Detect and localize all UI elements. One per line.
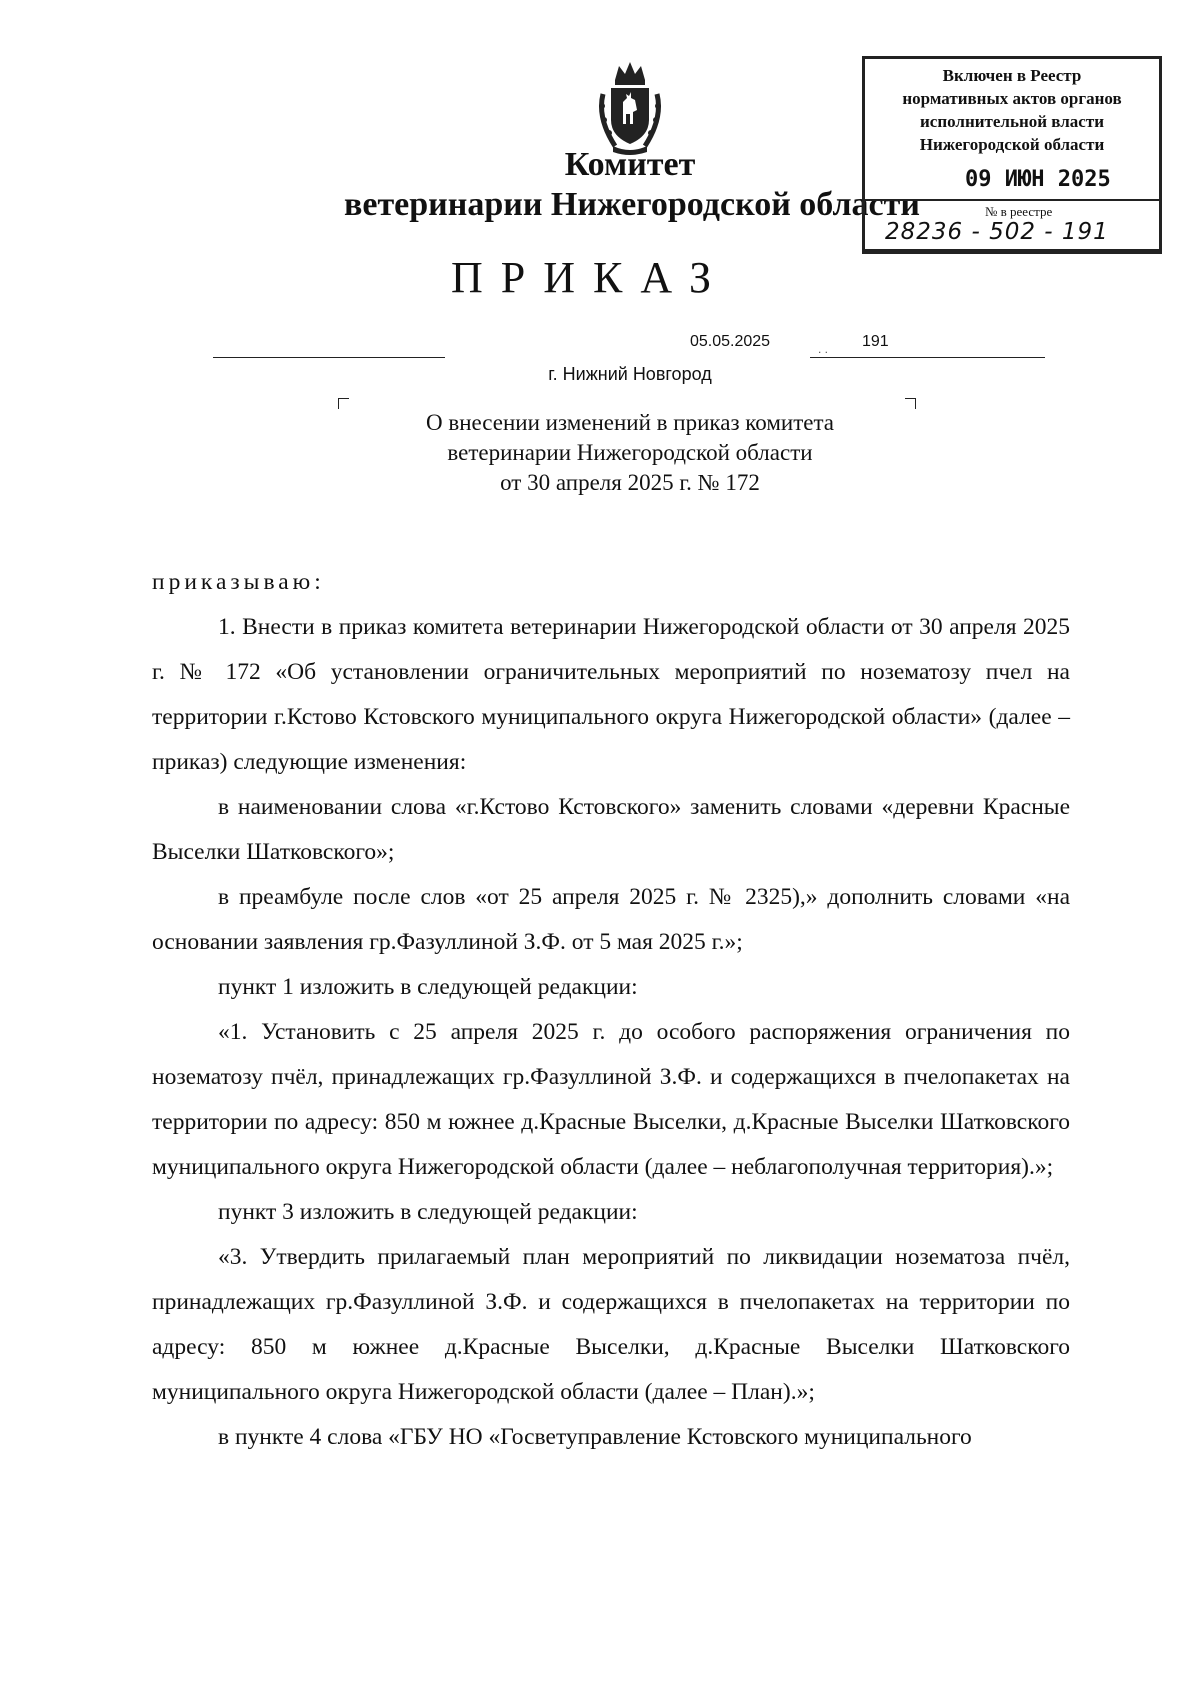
paragraph-6: пункт 3 изложить в следующей редакции: <box>218 1199 638 1225</box>
document-subject <box>330 408 930 498</box>
organization-name-line1: Комитет <box>564 146 696 183</box>
city-name: г. Нижний Новгород <box>548 364 712 384</box>
paragraph-2: в наименовании слова «г.Кстово Кстовского» заменить словами «деревни Красные Выселки Шатковского»; <box>152 794 1070 865</box>
paragraph-5: «1. Установить с 25 апреля 2025 г. до особого распоряжения ограничения по нозематозу пчёл, принадлежащих гр.Фазуллиной З.Ф. и содержащихся в пчелопакетах на территории по адресу: 850 м южнее д.Красные Выселки, д.Красные Выселки Шатковского муниципального округа Нижегородской области (далее – неблагополучная территория).»; <box>152 1019 1070 1180</box>
document-date: 05.05.2025 <box>690 333 771 350</box>
organization-name-line2: ветеринарии Нижегородской области <box>344 186 920 223</box>
stamp-line2: нормативных актов органов <box>902 89 1122 108</box>
stamp-bottom-line <box>865 249 1159 251</box>
stamp-divider <box>865 199 1159 201</box>
stamp-line4: Нижегородской области <box>919 135 1105 154</box>
stamp-line3: исполнительной власти <box>920 112 1104 131</box>
stamp-date: 09 ИЮН 2025 <box>965 167 1111 192</box>
separator-dots: . . <box>818 342 829 356</box>
orders-word: приказываю: <box>152 569 325 595</box>
subject-line3: от 30 апреля 2025 г. № 172 <box>500 470 760 495</box>
subject-line2: ветеринарии Нижегородской области <box>447 440 813 465</box>
document-number: 191 <box>862 333 889 350</box>
paragraph-3: в преамбуле после слов «от 25 апреля 2025 г. № 2325),» дополнить словами «на основании заявления гр.Фазуллиной З.Ф. от 5 мая 2025 г.»; <box>152 884 1070 955</box>
paragraph-1: 1. Внести в приказ комитета ветеринарии Нижегородской области от 30 апреля 2025 г. № 172 «Об установлении ограничительных мероприятий по нозематозу пчел на территории г.Кстово Кстовского муниципального округа Нижегородской области» (далее – приказ) следующие изменения: <box>152 614 1070 775</box>
number-underline <box>810 357 1045 358</box>
paragraph-4: пункт 1 изложить в следующей редакции: <box>218 974 638 1000</box>
stamp-registry-number: 28236 - 502 - 191 <box>885 219 1109 245</box>
date-underline <box>213 357 445 358</box>
stamp-line1: Включен в Реестр <box>942 66 1082 85</box>
paragraph-7: «3. Утвердить прилагаемый план мероприятий по ликвидации нозематоза пчёл, принадлежащих гр.Фазуллиной З.Ф. и содержащихся в пчелопакетах на территории по адресу: 850 м южнее д.Красные Выселки, д.Красные Выселки Шатковского муниципального округа Нижегородской области (далее – План).»; <box>152 1244 1070 1405</box>
paragraph-8: в пункте 4 слова «ГБУ НО «Госветуправление Кстовского муниципального <box>218 1424 972 1450</box>
stamp-number-label: № в реестре <box>985 204 1053 219</box>
subject-line1: О внесении изменений в приказ комитета <box>425 410 835 435</box>
registry-stamp <box>862 56 1162 254</box>
document-type-title: ПРИКАЗ <box>450 253 730 302</box>
document-body <box>152 560 1070 1460</box>
coat-of-arms-emblem <box>593 58 667 158</box>
